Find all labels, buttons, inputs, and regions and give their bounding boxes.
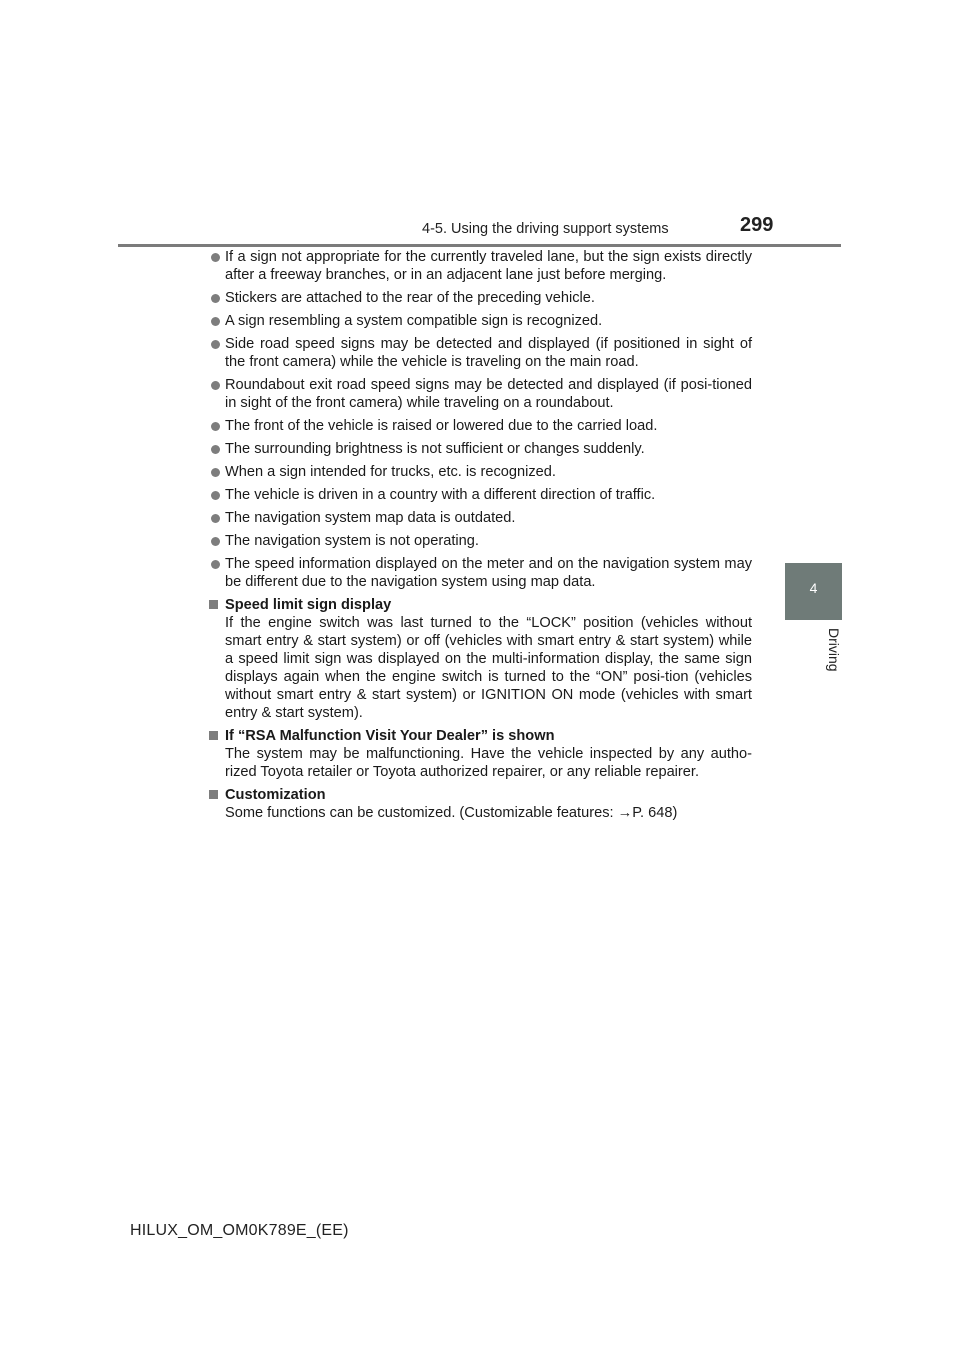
section-heading: Customization (225, 787, 326, 803)
list-item (208, 417, 752, 435)
list-item (208, 376, 752, 412)
list-item (208, 312, 752, 330)
chapter-tab (785, 563, 842, 620)
list-item-text: The vehicle is driven in a country with a different direction of traffic. (225, 487, 656, 503)
bullet-icon (211, 317, 220, 326)
header-divider (118, 244, 841, 247)
list-item (208, 335, 752, 371)
section-speed-limit-sign-display (208, 596, 752, 722)
list-item-text: Side road speed signs may be detected and displayed (if positioned in sight of the front camera) while the vehicle is traveling on the main road. (225, 336, 752, 370)
bullet-icon (211, 537, 220, 546)
list-item-text: A sign resembling a system compatible sign is recognized. (225, 313, 603, 329)
chapter-label: Driving (826, 628, 842, 672)
list-item-text: Roundabout exit road speed signs may be detected and displayed (if posi-tioned in sight of the front camera) while traveling on a roundabout. (225, 377, 752, 411)
bullet-icon (211, 514, 220, 523)
page-header (0, 0, 960, 250)
list-item-text: When a sign intended for trucks, etc. is recognized. (225, 464, 556, 480)
list-item-text: Stickers are attached to the rear of the preceding vehicle. (225, 290, 595, 306)
list-item-text: If a sign not appropriate for the currently traveled lane, but the sign exists directly after a freeway branches, or in an adjacent lane just before merging. (225, 249, 752, 283)
bullet-icon (211, 491, 220, 500)
section-heading: Speed limit sign display (225, 597, 392, 613)
section-title: 4-5. Using the driving support systems (422, 221, 669, 237)
section-body: Some functions can be customized. (Customizable features: →P. 648) (225, 805, 678, 821)
list-item (208, 532, 752, 550)
section-body: The system may be malfunctioning. Have the vehicle inspected by any autho-rized Toyota retailer or Toyota authorized repairer, or any reliable repairer. (225, 746, 752, 780)
condition-list (208, 248, 752, 591)
bullet-icon (211, 468, 220, 477)
page-number: 299 (740, 214, 774, 236)
list-item-text: The navigation system is not operating. (225, 533, 479, 549)
bullet-icon (211, 560, 220, 569)
section-rsa-malfunction (208, 727, 752, 781)
bullet-icon (211, 253, 220, 262)
chapter-number: 4 (809, 580, 818, 596)
section-heading: If “RSA Malfunction Visit Your Dealer” is shown (225, 728, 555, 744)
section-marker-icon (209, 790, 218, 799)
section-marker-icon (209, 600, 218, 609)
bullet-icon (211, 381, 220, 390)
list-item-text: The front of the vehicle is raised or lowered due to the carried load. (225, 418, 658, 434)
list-item (208, 555, 752, 591)
list-item (208, 509, 752, 527)
bullet-icon (211, 294, 220, 303)
list-item (208, 440, 752, 458)
list-item-text: The navigation system map data is outdated. (225, 510, 516, 526)
section-body: If the engine switch was last turned to the “LOCK” position (vehicles without smart entry & start system) or off (vehicles with smart entry & start system) while a speed limit sign was displayed on the multi-information display, the same sign displays again when the engine switch is turned to the “ON” posi-tion (vehicles without smart entry & start system) or IGNITION ON mode (vehicles with smart entry & start system). (225, 615, 752, 721)
list-item (208, 486, 752, 504)
list-item (208, 289, 752, 307)
section-customization (208, 786, 752, 822)
bullet-icon (211, 422, 220, 431)
bullet-icon (211, 445, 220, 454)
list-item-text: The speed information displayed on the meter and on the navigation system may be different due to the navigation system using map data. (225, 556, 752, 590)
bullet-icon (211, 340, 220, 349)
list-item (208, 463, 752, 481)
section-marker-icon (209, 731, 218, 740)
page-content (208, 248, 752, 827)
list-item-text: The surrounding brightness is not sufficient or changes suddenly. (225, 441, 645, 457)
manual-code-footer: HILUX_OM_OM0K789E_(EE) (130, 1222, 349, 1239)
list-item (208, 248, 752, 284)
